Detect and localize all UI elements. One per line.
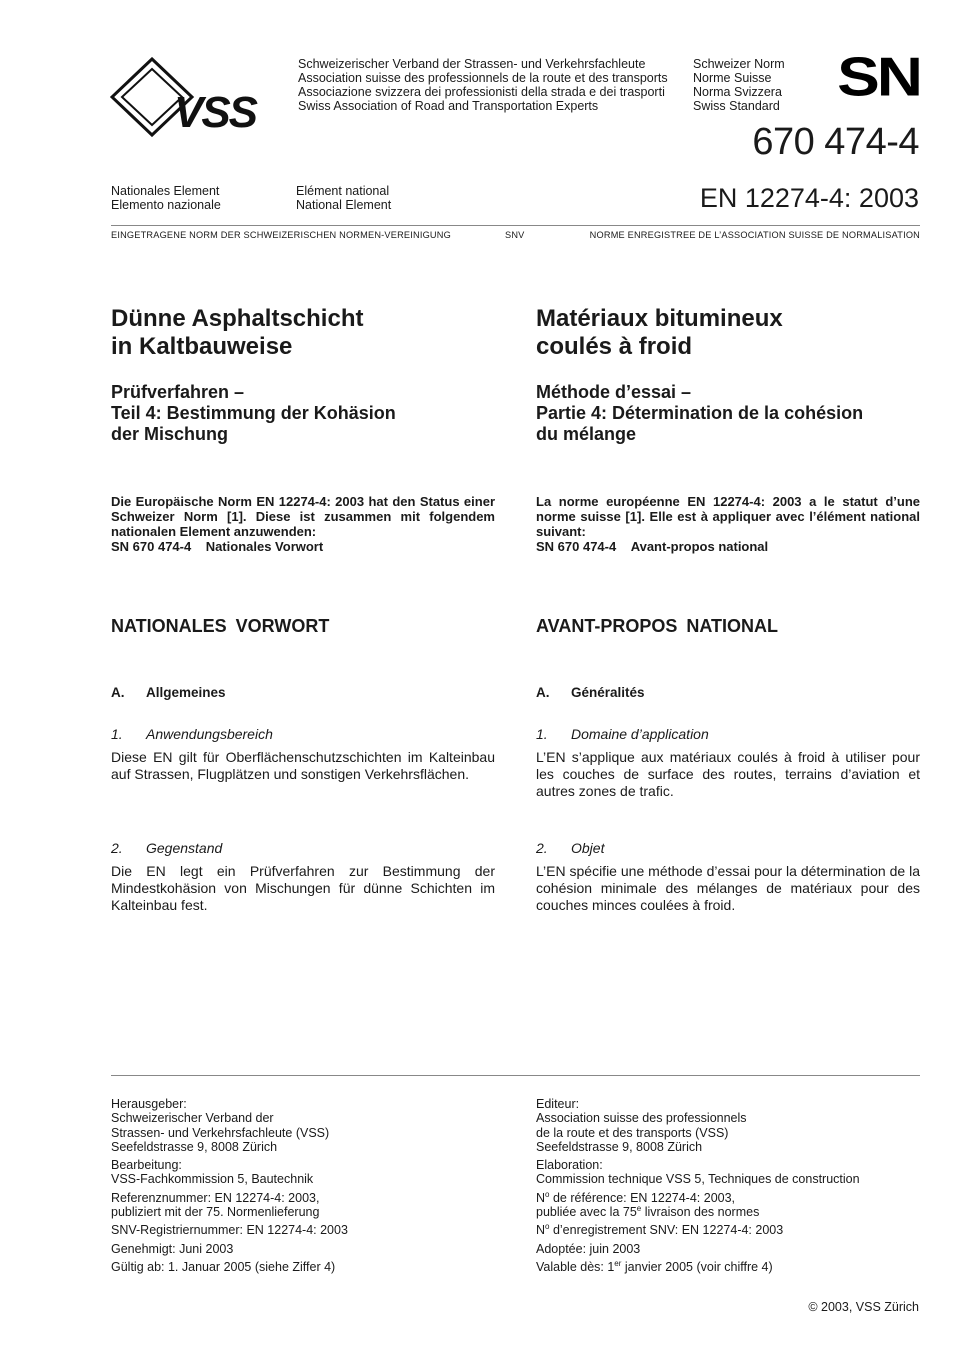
subtitle-de: Prüfverfahren – Teil 4: Bestimmung der Kohäsion der Mischung (111, 382, 396, 444)
clause-1-title-de: 1. Anwendungsbereich (111, 726, 273, 742)
status-fr (536, 494, 920, 554)
title-fr: Matériaux bitumineux coulés à froid (536, 305, 783, 360)
norm-type-line: Norma Svizzera (693, 85, 782, 99)
clause-2-text-de: Die EN legt ein Prüfverfahren zur Bestimmung der Mindestkohäsion von Mischungen für dünne Schichten im Kalteinbau fest. (111, 863, 495, 913)
org-line: Schweizerischer Verband der Strassen- und Verkehrsfachleute (298, 57, 646, 71)
org-line: Association suisse des professionnels de la route et des transports (298, 71, 668, 85)
org-line: Associazione svizzera dei professionisti della strada e dei trasporti (298, 85, 665, 99)
norm-number: 670 474-4 (752, 121, 919, 163)
registration-de: EINGETRAGENE NORM DER SCHWEIZERISCHEN NORMEN-VEREINIGUNG (111, 230, 451, 240)
norm-type-line: Swiss Standard (693, 99, 780, 113)
subsection-a-de: A. Allgemeines (111, 685, 226, 700)
vss-logo (110, 57, 290, 139)
footer-divider (111, 1075, 920, 1076)
status-text: Die Europäische Norm EN 12274-4: 2003 hat den Status einer Schweizer Norm [1]. Diese ist zusammen mit folgendem nationalen Element anzuwenden: (111, 494, 495, 539)
subsection-a-fr: A. Généralités (536, 685, 645, 700)
org-names (298, 57, 668, 113)
footer-fr: Editeur: Association suisse des professionnels de la route et des transports (VSS) Seefeldstrasse 9, 8008 Zürich Elaboration: Commission technique VSS 5, Techniques de construction $N^o$ de référence: EN 12274-4: 2003, publiée avec la 75e livraison des normes $N^o$ d’enregistrement SNV: EN 12274-4: 2003 Adoptée: juin 2003 Valable dès: 1er janvier 2005 (voir chiffre 4) (536, 1097, 860, 1274)
en-number: EN 12274-4: 2003 (699, 183, 919, 213)
section-heading-fr: AVANT-PROPOS NATIONAL (536, 616, 778, 636)
subtitle-fr: Méthode d’essai – Partie 4: Détermination de la cohésion du mélange (536, 382, 864, 444)
copyright: © 2003, VSS Zürich (808, 1300, 919, 1314)
org-line: Swiss Association of Road and Transportation Experts (298, 99, 599, 113)
clause-2-text-fr: L’EN spécifie une méthode d’essai pour la détermination de la cohésion minimale des mélanges de matériaux pour des couches minces coulées à froid. (536, 863, 920, 913)
status-de (111, 494, 495, 554)
sn-logo: SN (837, 46, 920, 108)
element-label-fr: Elément national National Element (296, 184, 392, 212)
clause-2-title-de: 2. Gegenstand (111, 840, 223, 856)
status-reference: SN 670 474-4 Nationales Vorwort (111, 539, 324, 554)
section-heading-de: NATIONALES VORWORT (111, 616, 330, 636)
clause-1-text-fr: L’EN s’applique aux matériaux coulés à froid à utiliser pour les couches de surface des routes, terrains d’aviation et autres zones de trafic. (536, 749, 920, 799)
clause-1-text-de: Diese EN gilt für Oberflächenschutzschichten im Kalteinbau auf Strassen, Flugplätzen und sonstigen Verkehrsflächen. (111, 749, 495, 782)
clause-2-title-fr: 2. Objet (536, 840, 605, 856)
element-label-de: Nationales Element Elemento nazionale (111, 184, 221, 212)
footer-de: Herausgeber: Schweizerischer Verband der Strassen- und Verkehrsfachleute (VSS) Seefeldstrasse 9, 8008 Zürich Bearbeitung: VSS-Fachkommission 5, Bautechnik Referenznummer: EN 12274-4: 2003, publiziert mit der 75. Normenlieferung SNV-Registriernummer: EN 12274-4: 2003 Genehmigt: Juni 2003 Gültig ab: 1. Januar 2005 (siehe Ziffer 4) (111, 1097, 348, 1274)
clause-1-title-fr: 1. Domaine d’application (536, 726, 709, 742)
norm-type-line: Norme Suisse (693, 71, 772, 85)
status-reference: SN 670 474-4 Avant-propos national (536, 539, 769, 554)
registration-fr: NORME ENREGISTREE DE L’ASSOCIATION SUISSE DE NORMALISATION (589, 230, 920, 240)
header-divider (111, 225, 920, 226)
norm-type-line: Schweizer Norm (693, 57, 785, 71)
status-text: La norme européenne EN 12274-4: 2003 a le statut d’une norme suisse [1]. Elle est à appliquer avec l’élément national suivant: (536, 494, 920, 539)
title-de: Dünne Asphaltschicht in Kaltbauweise (111, 305, 364, 360)
registration-snv: SNV (505, 230, 525, 240)
norm-type (693, 57, 785, 113)
svg-text:VSS: VSS (173, 88, 257, 137)
